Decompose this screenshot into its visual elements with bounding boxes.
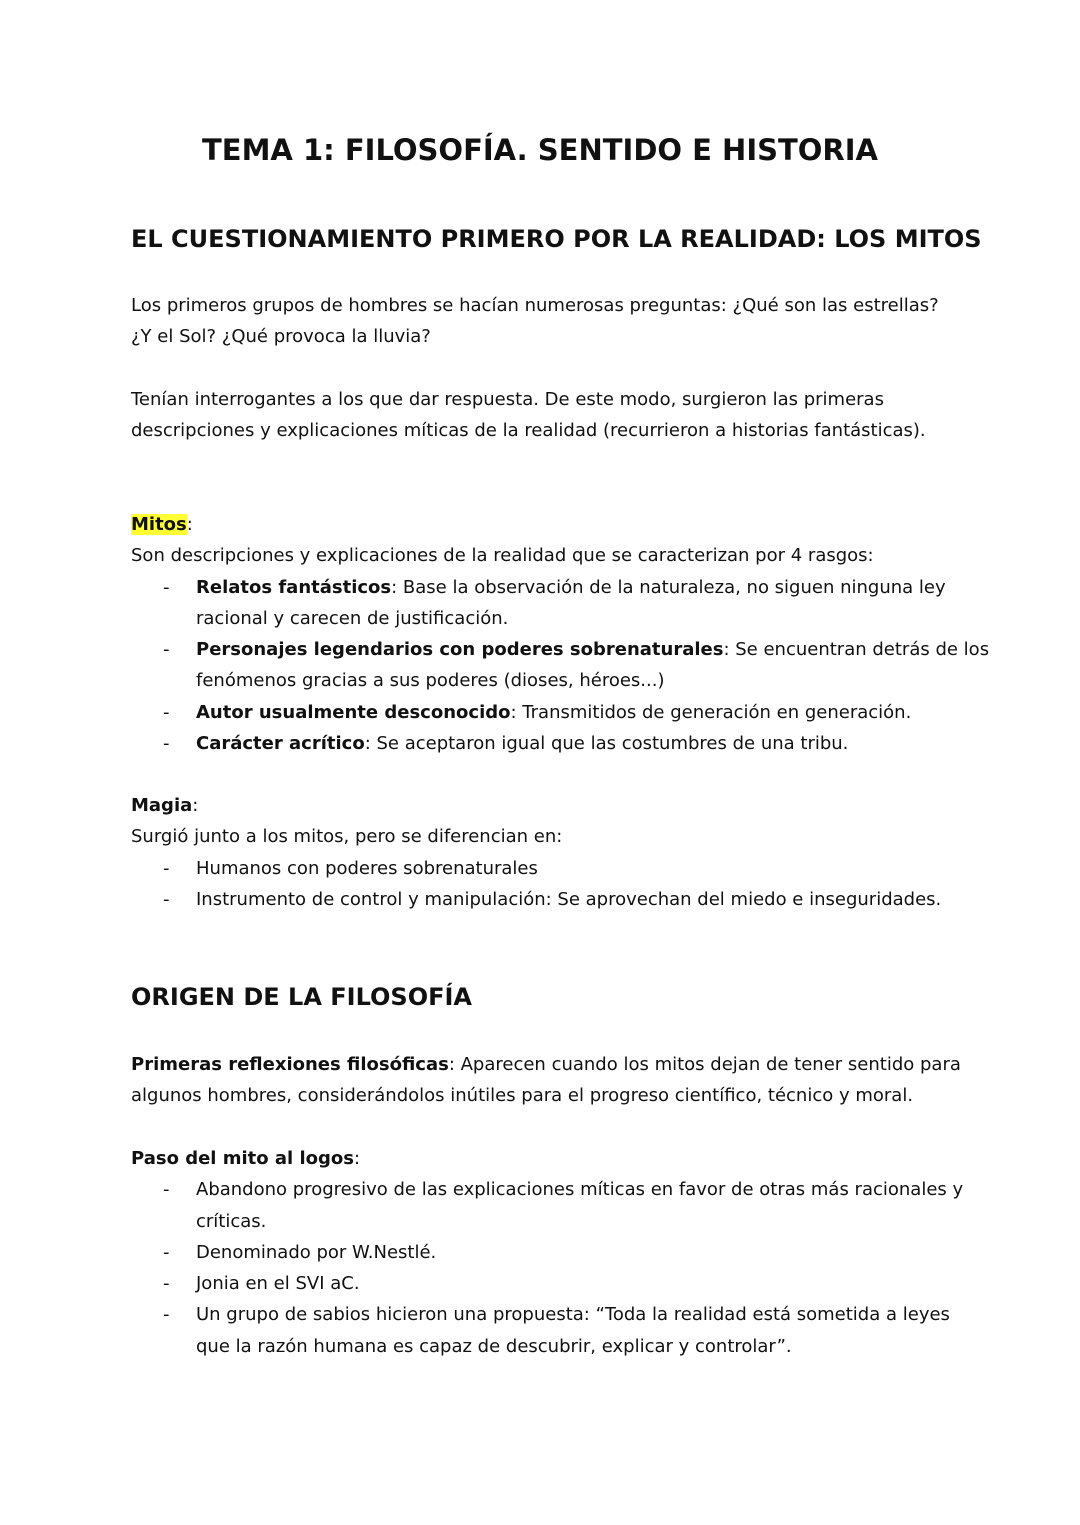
list-item-text: : Transmitidos de generación en generación. xyxy=(510,701,912,723)
list-item xyxy=(131,1299,961,1362)
list-item-text: : Se aceptaron igual que las costumbres de una tribu. xyxy=(364,733,849,755)
list-item xyxy=(131,853,961,884)
paragraph-line: ¿Y el Sol? ¿Qué provoca la lluvia? xyxy=(131,326,431,348)
list-item-text: Humanos con poderes sobrenaturales xyxy=(196,857,538,879)
list-item-text: Un grupo de sabios hicieron una propuesta: “Toda la realidad está sometida a leyes xyxy=(196,1304,950,1326)
list-dash: - xyxy=(163,733,170,755)
list-item-continuation: racional y carecen de justificación. xyxy=(196,607,509,629)
section-heading-origen: ORIGEN DE LA FILOSOFÍA xyxy=(131,983,472,1011)
list-item-continuation: que la razón humana es capaz de descubrir, explicar y controlar”. xyxy=(196,1335,792,1357)
paragraph-line: descripciones y explicaciones míticas de la realidad (recurrieron a historias fantásticas). xyxy=(131,420,926,442)
paragraph-line: Tenían interrogantes a los que dar respuesta. De este modo, surgieron las primeras xyxy=(131,389,884,410)
label-colon: : xyxy=(192,795,199,816)
mitos-intro: Son descripciones y explicaciones de la realidad que se caracterizan por 4 rasgos: xyxy=(131,545,874,567)
paragraph-interrogantes xyxy=(131,384,961,447)
list-item-text: Jonia en el SVI aC. xyxy=(196,1273,360,1295)
primeras-label: Primeras reflexiones filosóficas xyxy=(131,1054,449,1075)
page-title: TEMA 1: FILOSOFÍA. SENTIDO E HISTORIA xyxy=(201,133,878,167)
list-item-continuation: críticas. xyxy=(196,1210,267,1232)
list-item-bold: Personajes legendarios con poderes sobrenaturales xyxy=(196,639,724,661)
list-dash: - xyxy=(163,1304,170,1326)
list-dash: - xyxy=(163,1179,170,1201)
magia-label-line xyxy=(131,790,961,821)
list-item-continuation: fenómenos gracias a sus poderes (dioses, héroes...) xyxy=(196,670,665,692)
list-item-text: : Base la observación de la naturaleza, no siguen ninguna ley xyxy=(391,576,946,598)
paragraph-line: algunos hombres, considerándolos inútiles para el progreso científico, técnico y moral. xyxy=(131,1085,914,1107)
list-item xyxy=(131,1237,961,1268)
magia-label: Magia xyxy=(131,795,193,816)
label-colon: : xyxy=(186,514,193,535)
paso-label-line xyxy=(131,1143,961,1174)
list-item-text: Denominado por W.Nestlé. xyxy=(196,1241,437,1263)
paragraph-text: : Aparecen cuando los mitos dejan de tener sentido para xyxy=(448,1054,961,1075)
mitos-section xyxy=(131,509,990,759)
list-item xyxy=(131,884,961,915)
paragraph-line: Los primeros grupos de hombres se hacían numerosas preguntas: ¿Qué son las estrellas? xyxy=(131,295,939,316)
list-item xyxy=(131,634,990,697)
list-item xyxy=(131,1268,961,1299)
list-item xyxy=(131,1174,964,1237)
label-colon: : xyxy=(353,1148,361,1169)
list-item-text: Instrumento de control y manipulación: Se aprovechan del miedo e inseguridades. xyxy=(196,888,942,910)
paragraph-preguntas xyxy=(131,290,961,353)
magia-intro: Surgió junto a los mitos, pero se diferencian en: xyxy=(131,826,563,848)
list-dash: - xyxy=(163,857,170,879)
section-heading-mitos: EL CUESTIONAMIENTO PRIMERO POR LA REALIDAD: LOS MITOS xyxy=(131,225,982,253)
list-dash: - xyxy=(163,1241,170,1263)
list-item-bold: Autor usualmente desconocido xyxy=(196,701,511,723)
list-dash: - xyxy=(163,701,170,723)
list-item-text: : Se encuentran detrás de los xyxy=(723,639,990,661)
magia-section xyxy=(131,790,961,915)
list-dash: - xyxy=(163,888,170,910)
list-item xyxy=(131,572,961,635)
list-dash: - xyxy=(163,576,170,598)
list-item-bold: Relatos fantásticos xyxy=(196,576,392,598)
list-item-text: Abandono progresivo de las explicaciones míticas en favor de otras más racionales y xyxy=(196,1179,964,1201)
paso-section xyxy=(131,1143,964,1362)
mitos-label-line xyxy=(131,509,961,540)
paso-label: Paso del mito al logos xyxy=(131,1148,354,1169)
list-item xyxy=(131,697,961,728)
list-dash: - xyxy=(163,1273,170,1295)
list-item xyxy=(131,728,961,759)
list-item-bold: Carácter acrítico xyxy=(196,733,365,755)
list-dash: - xyxy=(163,639,170,661)
mitos-label: Mitos xyxy=(131,514,187,535)
paragraph-primeras-reflexiones xyxy=(131,1049,961,1112)
